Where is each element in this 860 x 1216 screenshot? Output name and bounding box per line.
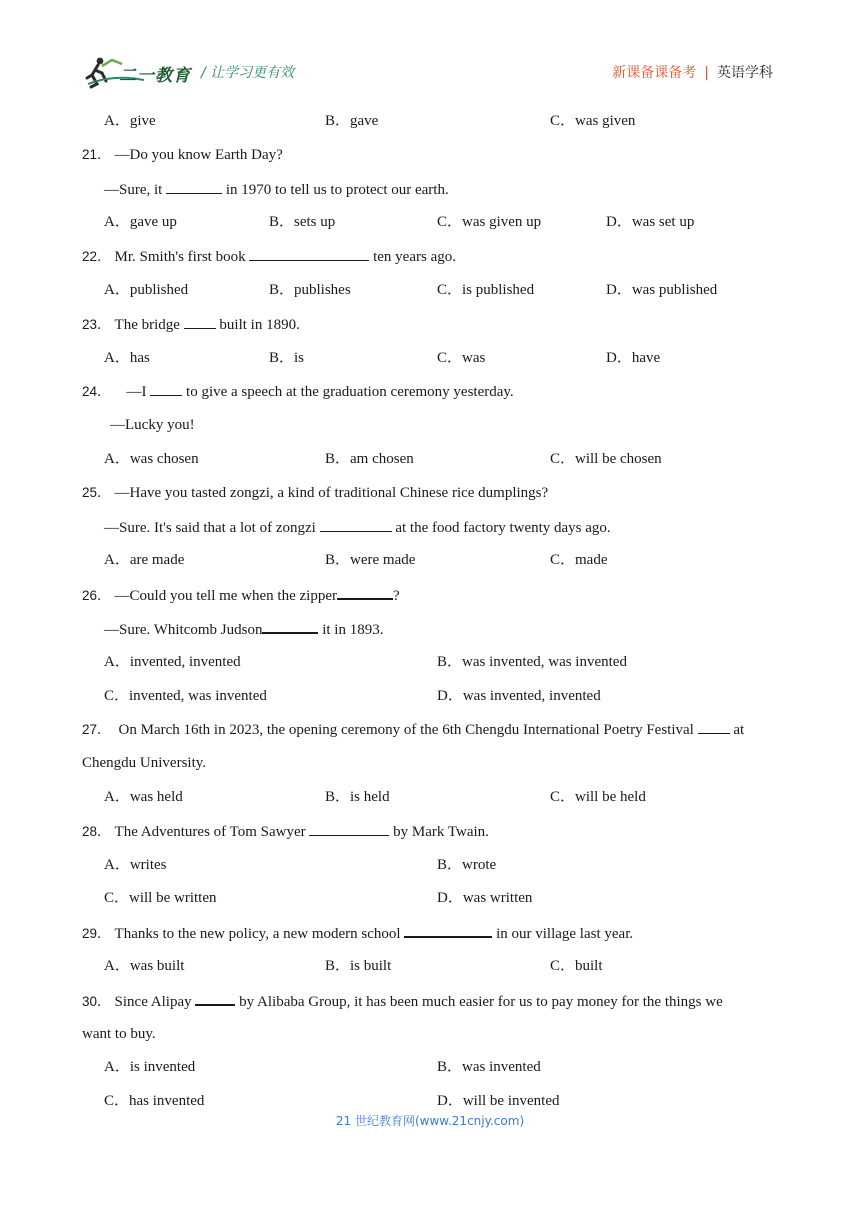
question-number: 26． — [82, 588, 111, 604]
slogan: / 让学习更有效 — [201, 65, 295, 81]
question-stem — [82, 145, 283, 165]
question-text: Chengdu University. — [82, 755, 207, 772]
answer-blank — [262, 618, 318, 634]
question-line — [110, 415, 195, 435]
question-text: at — [729, 722, 745, 739]
question-text: —Could you tell me when the zipper — [114, 588, 337, 605]
question-text: —Do you know Earth Day? — [114, 146, 283, 163]
answer-option[interactable]: D．will be invented — [437, 1093, 560, 1110]
answer-option[interactable]: A．are made — [104, 552, 185, 569]
question-text: Since Alipay — [114, 993, 196, 1010]
answer-option[interactable]: D．was invented, invented — [437, 687, 601, 704]
question-stem — [82, 314, 300, 335]
course-label: 新课备课备考 — [612, 65, 697, 81]
answer-option[interactable]: C．invented, was invented — [104, 687, 267, 704]
question-text: to give a speech at the graduation ceremony yesterday. — [182, 384, 514, 401]
subject-label: 英语学科 — [717, 65, 773, 81]
answer-option[interactable]: C．was given — [550, 113, 636, 129]
answer-option[interactable]: D．was written — [437, 890, 533, 907]
answer-option[interactable]: B．sets up — [269, 214, 336, 231]
question-text: at the food factory twenty days ago. — [391, 519, 611, 536]
question-line — [104, 517, 611, 538]
question-text: —Lucky you! — [110, 417, 195, 434]
question-text: in our village last year. — [492, 926, 634, 943]
question-text: want to buy. — [82, 1025, 156, 1042]
answer-option[interactable]: C．has invented — [104, 1093, 205, 1110]
answer-option[interactable]: A．published — [104, 282, 189, 298]
answer-option[interactable]: C．is published — [437, 282, 535, 298]
answer-option[interactable]: B．am chosen — [325, 451, 414, 467]
answer-option[interactable]: C．will be written — [104, 890, 217, 907]
question-text: ten years ago. — [369, 249, 456, 266]
question-text: it in 1893. — [318, 622, 384, 638]
footer-source: 21 世纪教育网(www.21cnjy.com) — [335, 1114, 525, 1128]
question-number: 21． — [82, 146, 111, 162]
question-text: —Have you tasted zongzi, a kind of traditional Chinese rice dumplings? — [114, 484, 549, 501]
answer-blank — [404, 922, 492, 938]
page-header — [0, 0, 860, 100]
question-number: 27． — [82, 722, 111, 738]
answer-option[interactable]: B．is — [269, 349, 305, 366]
question-text: On March 16th in 2023, the opening ceremony of the 6th Chengdu International Poetry Festival — [118, 722, 698, 739]
answer-option[interactable]: B．gave — [325, 113, 379, 129]
answer-blank — [320, 517, 392, 532]
question-number: 24． — [82, 384, 111, 400]
question-line — [104, 179, 449, 200]
answer-option[interactable]: A．invented, invented — [104, 653, 241, 670]
answer-option[interactable]: B．is built — [325, 958, 392, 974]
question-line — [82, 1024, 156, 1044]
answer-blank — [698, 719, 730, 734]
question-text: Thanks to the new policy, a new modern school — [114, 926, 405, 943]
answer-option[interactable]: A．was built — [104, 958, 185, 974]
answer-option[interactable]: A．writes — [104, 856, 167, 873]
question-text: —Sure, it — [104, 181, 167, 198]
answer-option[interactable]: C．made — [550, 552, 608, 569]
question-text: by Alibaba Group, it has been much easier for us to pay money for the things we — [235, 993, 723, 1010]
answer-option[interactable]: C．will be held — [550, 789, 646, 805]
question-text: Mr. Smith's first book — [114, 249, 250, 266]
answer-option[interactable]: C．built — [550, 958, 603, 974]
question-stem — [82, 483, 548, 503]
answer-option[interactable]: C．was given up — [437, 214, 542, 231]
answer-option[interactable]: B．was invented, was invented — [437, 653, 627, 670]
question-text: —I — [126, 384, 151, 401]
question-text: —Sure. It's said that a lot of zongzi — [104, 519, 320, 536]
answer-option[interactable]: D．have — [606, 349, 661, 366]
question-stem — [82, 246, 456, 267]
question-stem — [82, 922, 633, 944]
question-number: 23． — [82, 316, 111, 332]
answer-option[interactable]: B．were made — [325, 552, 416, 569]
question-stem — [82, 821, 489, 842]
question-text: ? — [392, 588, 400, 605]
answer-option[interactable]: C．will be chosen — [550, 451, 662, 467]
question-stem — [82, 990, 723, 1012]
answer-option[interactable]: B．is held — [325, 789, 390, 805]
question-text: —Sure. Whitcomb Judson — [104, 622, 263, 638]
answer-option[interactable]: A．was held — [104, 789, 183, 805]
answer-blank — [166, 179, 222, 194]
question-text: in 1970 to tell us to protect our earth. — [222, 181, 449, 198]
answer-blank — [184, 314, 216, 329]
question-text: The Adventures of Tom Sawyer — [114, 823, 310, 840]
question-text: by Mark Twain. — [389, 823, 489, 840]
answer-option[interactable]: B．wrote — [437, 856, 497, 873]
answer-blank — [337, 584, 393, 600]
question-number: 30． — [82, 993, 111, 1009]
question-number: 29． — [82, 926, 111, 942]
answer-option[interactable]: D．was published — [606, 282, 718, 298]
answer-blank — [195, 990, 235, 1006]
header-course-info — [612, 62, 773, 82]
question-number: 22． — [82, 249, 111, 265]
answer-option[interactable]: C．was — [437, 349, 486, 366]
answer-blank — [249, 246, 369, 261]
answer-option[interactable]: A．give — [104, 113, 156, 129]
question-text: built in 1890. — [215, 316, 300, 333]
question-stem — [82, 719, 744, 740]
answer-option[interactable]: A．gave up — [104, 214, 177, 231]
question-stem — [82, 584, 400, 606]
answer-option[interactable]: B．was invented — [437, 1059, 541, 1076]
question-number: 25． — [82, 484, 111, 500]
question-line — [82, 753, 206, 773]
logo-text: 二一教育 — [119, 66, 191, 86]
answer-option[interactable]: A．was chosen — [104, 451, 199, 467]
answer-blank — [150, 381, 182, 396]
question-stem — [82, 381, 514, 402]
answer-option[interactable]: A．is invented — [104, 1059, 196, 1076]
answer-option[interactable]: B．publishes — [269, 282, 351, 298]
header-separator: | — [704, 65, 709, 81]
answer-option[interactable]: D．was set up — [606, 214, 695, 231]
question-number: 28． — [82, 823, 111, 839]
answer-blank — [309, 821, 389, 836]
answer-option[interactable]: A．has — [104, 349, 150, 366]
question-line — [104, 618, 383, 640]
question-text: The bridge — [114, 316, 184, 333]
